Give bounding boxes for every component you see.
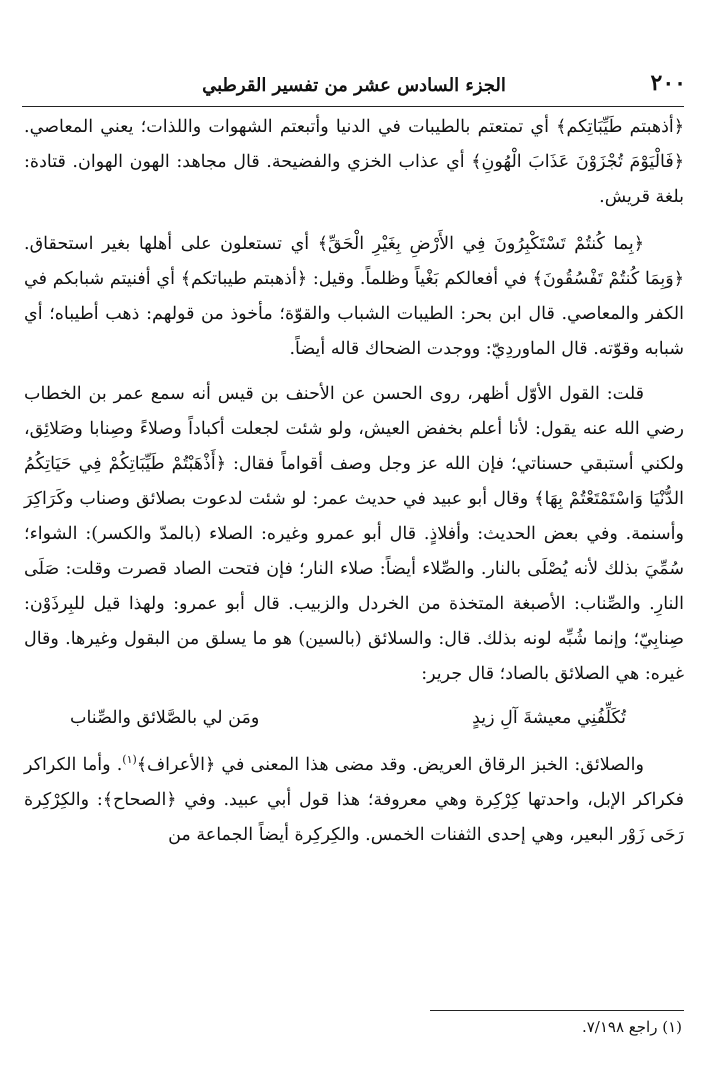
footnote: (١) راجع ٧/١٩٨. (581, 1018, 682, 1036)
footnote-divider (430, 1010, 684, 1011)
page-header (22, 66, 686, 96)
page-number: ٢٠٠ (650, 70, 686, 96)
paragraph-1: ﴿أذهبتم طَيِّبَاتِكم﴾ أي تمتعتم بالطيبات في الدنيا وأتبعتم الشهوات واللذات؛ يعني المعاصي. ﴿فَالْيَوْمَ تُجْزَوْنَ عَذَابَ الْهُونِ﴾ أي عذاب الخزي والفضيحة. قال مجاهد: الهون الهوان. قتادة: بلغة قريش. (24, 117, 684, 207)
header-divider (22, 106, 684, 107)
poem-first-hemistich: تُكَلِّفُنِي معيشةَ آلِ زيدٍ (472, 708, 626, 728)
paragraph-4-part-2: . وأما الكراكر فكراكر الإبل، واحدتها كِرْكِرة وهي معروفة؛ هذا قول أبي عبيد. وفي ﴿الصحاح﴾: والكِرْكِرة رَحَى زَوْر البعير، وهي إحدى الثفنات الخمس. والكِركِرة أيضاً الجماعة من (24, 754, 684, 845)
poem-verse (24, 700, 684, 736)
footnote-reference: (١) (122, 753, 137, 766)
poem-second-hemistich: ومَن لي بالصَّلائق والصِّناب (70, 708, 260, 728)
running-title: الجزء السادس عشر من تفسير القرطبي (202, 75, 506, 96)
main-text (24, 110, 684, 853)
paragraph-2: ﴿بِما كُنتُمْ تَسْتَكْبِرُونَ فِي الأَرْضِ بِغَيْرِ الْحَقِّ﴾ أي تستعلون على أهلها بغير استحقاق. ﴿وَبِمَا كُنتُمْ تَفْسُقُونَ﴾ في أفعالكم بَغْياً وظلماً. وقيل: ﴿أذهبتم طيباتكم﴾ أي أفنيتم شبابكم في الكفر والمعاصي. قال ابن بحر: الطيبات الشباب والقوّة؛ مأخوذ من قولهم: ذهب أطيباه؛ أي شبابه وقوّته. قال الماوردِيّ: ووجدت الضحاك قاله أيضاً. (24, 234, 684, 359)
paragraph-4 (24, 742, 684, 853)
paragraph-3: قلت: القول الأوّل أظهر، روى الحسن عن الأحنف بن قيس أنه سمع عمر بن الخطاب رضي الله عنه يقول: لأنا أعلم بخفض العيش، ولو شئت لجعلت أكباداً وصلاءً وصِنابا وصَلائِق، ولكني أستبقي حسناتي؛ فإن الله عز وجل وصف أقواماً فقال: ﴿أَذْهَبْتُمْ طَيِّبَاتِكُمْ فِي حَيَاتِكُمُ الدُّنْيَا وَاسْتَمْتَعْتُمْ بِهَا﴾ وقال أبو عبيد في حديث عمر: لو شئت لدعوت بصلائق وصناب وكَرَاكِرَ وأسنمة. وفي بعض الحديث: وأفلاذٍ. قال أبو عمرو وغيره: الصلاء (بالمدّ والكسر): الشواء؛ سُمِّيَ بذلك لأنه يُصْلَى بالنار. والصِّلاء أيضاً: صلاء النار؛ فإن فتحت الصاد قصرت وقلت: صَلَى النارِ. والصِّناب: الأصبغة المتخذة من الخردل والزبيب. قال أبو عمرو: ولهذا قيل للبِرذَوْن: صِنابِيّ؛ وإنما شُبِّه لونه بذلك. قال: والسلائق (بالسين) هو ما يسلق من البقول وغيرها. وقال غيره: هي الصلائق بالصاد؛ قال جرير: (24, 384, 684, 684)
paragraph-4-part-1: والصلائق: الخبز الرقاق العريض. وقد مضى هذا المعنى في ﴿الأعراف﴾ (136, 754, 644, 775)
